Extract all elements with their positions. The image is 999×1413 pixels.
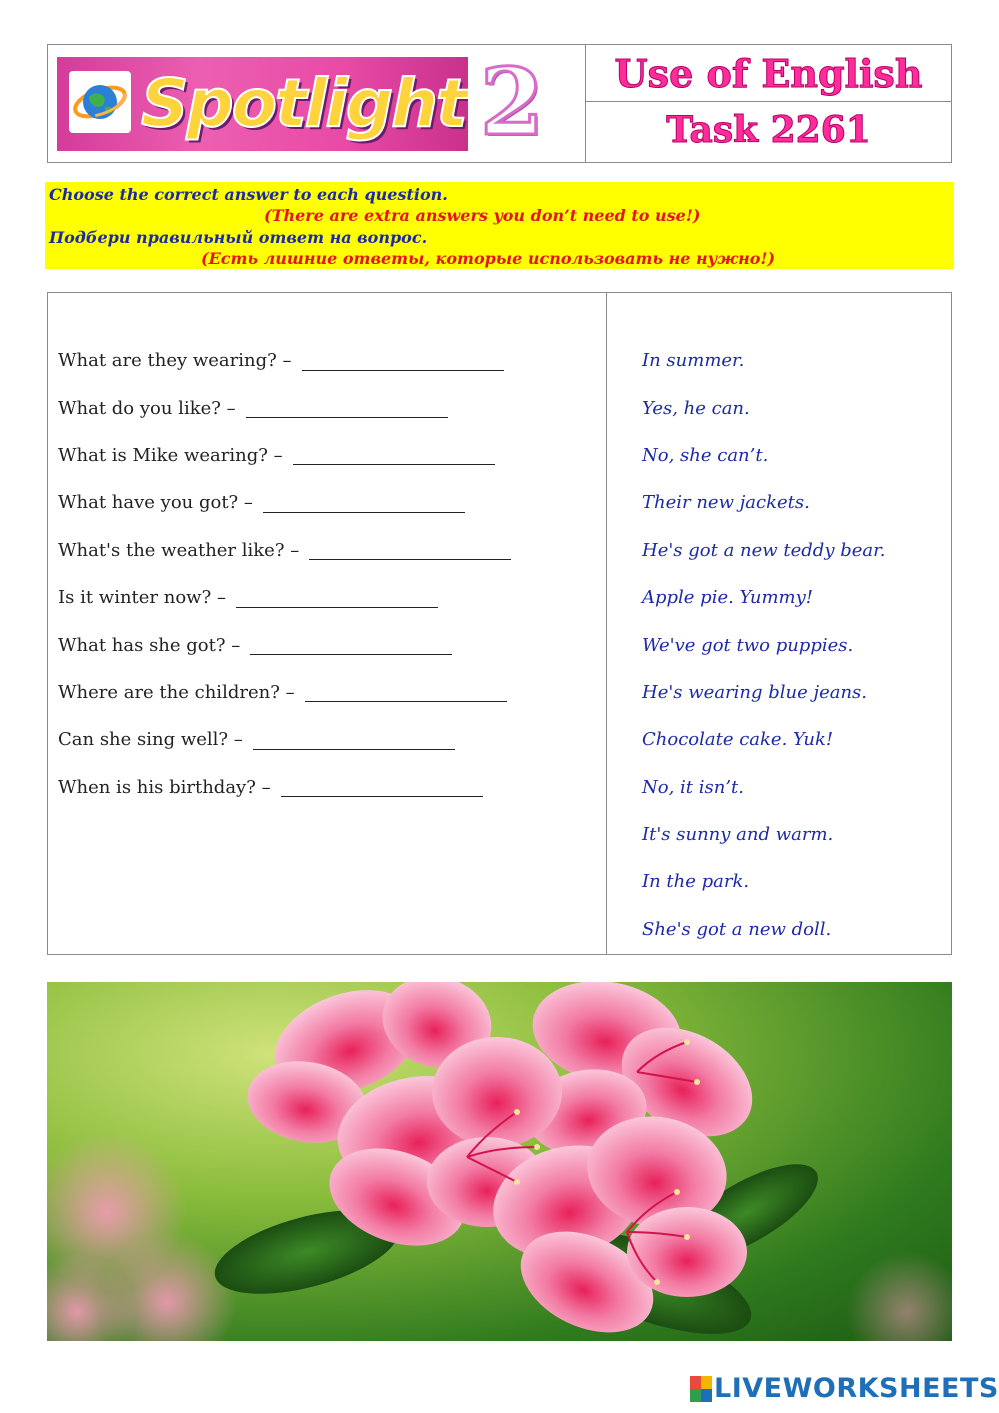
question-text: Where are the children? –	[58, 681, 295, 703]
answer-option[interactable]: Apple pie. Yummy!	[642, 587, 813, 609]
answer-blank[interactable]	[302, 351, 504, 371]
answer-blank[interactable]	[236, 588, 438, 608]
answer-option[interactable]: It's sunny and warm.	[642, 824, 834, 846]
answer-blank[interactable]	[253, 730, 455, 750]
question-text: What has she got? –	[58, 634, 241, 656]
worksheet-header	[47, 44, 952, 163]
answer-option[interactable]: No, it isn’t.	[642, 776, 745, 798]
answer-option[interactable]: Their new jackets.	[642, 492, 810, 514]
level-number: 2	[480, 48, 545, 156]
answer-option[interactable]: In the park.	[642, 871, 750, 893]
instruction-english: Choose the correct answer to each question.	[49, 185, 448, 204]
answer-option[interactable]: We've got two puppies.	[642, 634, 854, 656]
question-item	[58, 669, 598, 716]
question-item	[58, 716, 598, 763]
question-item	[58, 337, 598, 384]
question-list	[58, 337, 598, 811]
brand-name: LIVEWORKSHEETS	[714, 1373, 999, 1404]
globe-icon	[69, 71, 131, 133]
answer-blank[interactable]	[281, 777, 483, 797]
question-item	[58, 574, 598, 621]
answer-option[interactable]: In summer.	[642, 350, 745, 372]
question-text: What are they wearing? –	[58, 350, 292, 372]
answer-blank[interactable]	[305, 682, 507, 702]
spotlight-logo	[57, 57, 468, 151]
answer-option[interactable]: Yes, he can.	[642, 397, 750, 419]
column-divider	[606, 293, 607, 954]
instruction-russian: Подбери правильный ответ на вопрос.	[49, 228, 428, 247]
exercise-table	[47, 292, 952, 955]
question-text: Is it winter now? –	[58, 587, 226, 609]
question-text: Can she sing well? –	[58, 729, 243, 751]
answer-blank[interactable]	[309, 540, 511, 560]
liveworksheets-logo-icon	[690, 1376, 712, 1402]
answer-option[interactable]: He's wearing blue jeans.	[642, 681, 868, 703]
instruction-english-note: (There are extra answers you don’t need to use!)	[264, 206, 701, 225]
answer-option[interactable]: Chocolate cake. Yuk!	[642, 729, 834, 751]
page-title: Use of English	[614, 51, 923, 96]
answer-blank[interactable]	[250, 635, 452, 655]
task-number: Task 2261	[666, 109, 871, 151]
question-text: What do you like? –	[58, 397, 236, 419]
answer-option[interactable]: He's got a new teddy bear.	[642, 539, 886, 561]
question-text: What's the weather like? –	[58, 539, 300, 561]
answer-options-list	[642, 337, 885, 953]
instruction-russian-note: (Есть лишние ответы, которые использовать не нужно!)	[201, 249, 776, 268]
flower-photo	[47, 982, 952, 1341]
answer-blank[interactable]	[246, 398, 448, 418]
liveworksheets-brand[interactable]	[690, 1373, 999, 1405]
question-text: When is his birthday? –	[58, 776, 271, 798]
question-item	[58, 764, 598, 811]
answer-blank[interactable]	[263, 493, 465, 513]
instructions-box	[45, 182, 954, 269]
question-item	[58, 621, 598, 668]
logo-text: Spotlight	[141, 65, 466, 142]
azalea-illustration	[47, 982, 952, 1341]
question-item	[58, 527, 598, 574]
question-item	[58, 479, 598, 526]
question-text: What have you got? –	[58, 492, 253, 514]
answer-option[interactable]: No, she can’t.	[642, 444, 769, 466]
question-item	[58, 432, 598, 479]
answer-blank[interactable]	[293, 445, 495, 465]
question-item	[58, 384, 598, 431]
answer-option[interactable]: She's got a new doll.	[642, 918, 832, 940]
question-text: What is Mike wearing? –	[58, 444, 283, 466]
